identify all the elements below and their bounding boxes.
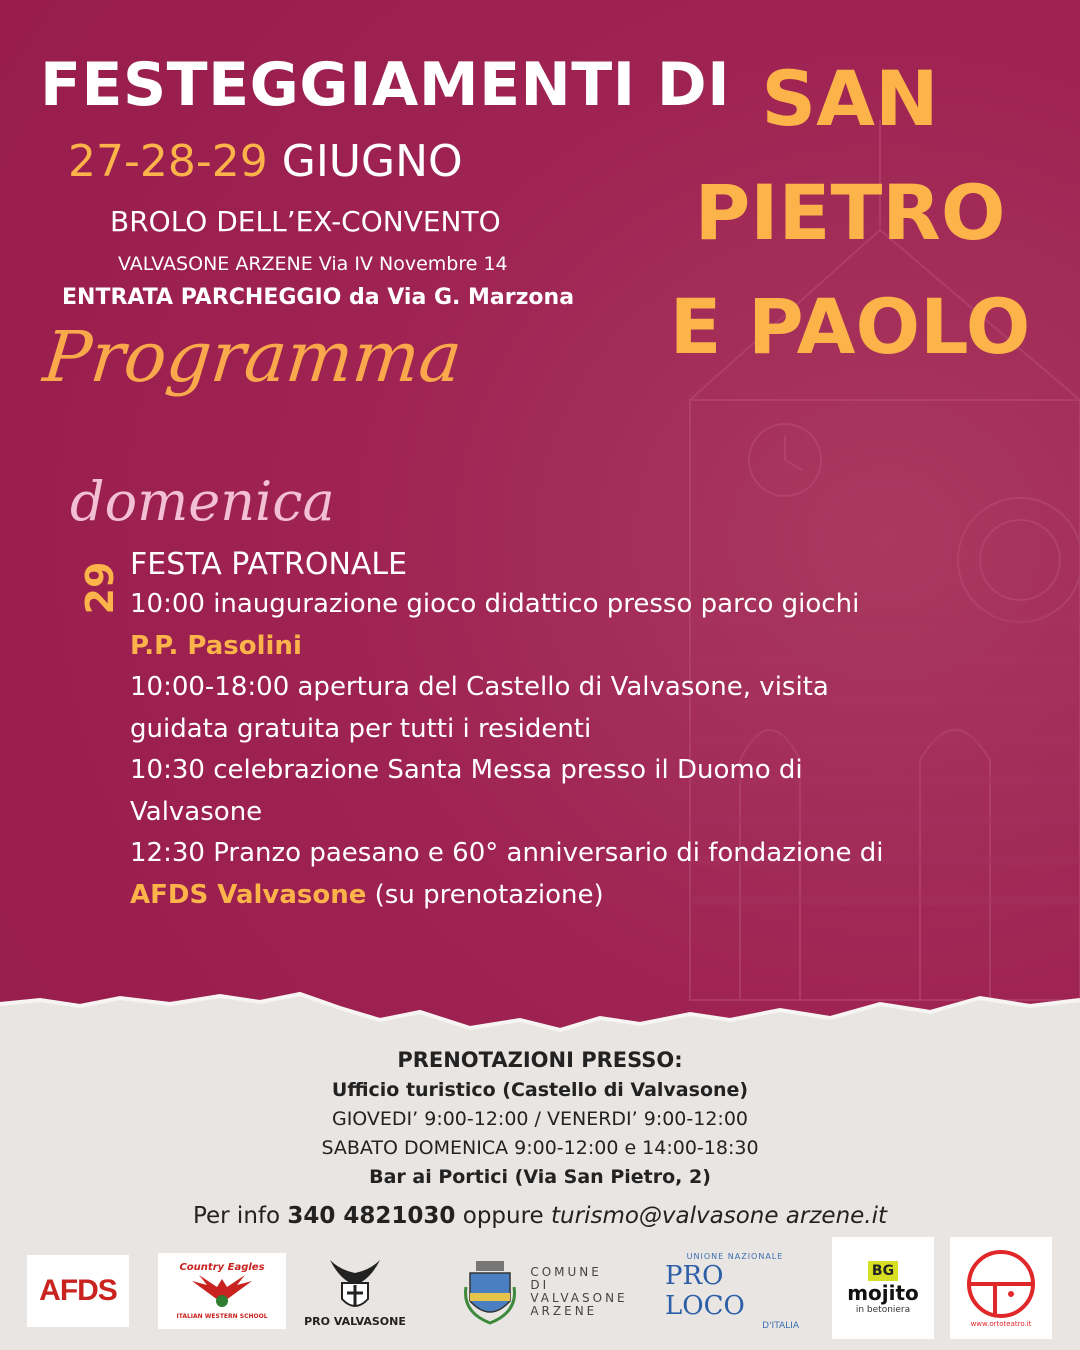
booking-bar: Bar ai Portici (Via San Pietro, 2) [369, 1166, 711, 1188]
event-line: 10:00-18:00 apertura del Castello di Valvasone, visita [130, 672, 829, 702]
title-saint-line: PIETRO [694, 168, 1006, 257]
coat-of-arms-icon [462, 1257, 518, 1327]
contact-info: Per info 340 4821030 oppure turismo@valvasone arzene.it [192, 1203, 888, 1229]
booking-office: Ufficio turistico (Castello di Valvasone) [331, 1079, 749, 1101]
booking-heading: PRENOTAZIONI PRESSO: [397, 1048, 683, 1072]
wolf-shield-icon [320, 1255, 390, 1315]
pro-valvasone-logo: PRO VALVASONE [300, 1247, 410, 1335]
phone-number[interactable]: 340 4821030 [287, 1203, 456, 1229]
venue: BROLO DELL’EX-CONVENTO [110, 205, 501, 238]
proloco-logo: UNIONE NAZIONALE PRO LOCO D'ITALIA [665, 1251, 799, 1331]
eagle-icon [187, 1273, 257, 1313]
title-saints [650, 42, 1050, 384]
booking-hours-weekend: SABATO DOMENICA 9:00-12:00 e 14:00-18:30 [321, 1137, 759, 1159]
day-number: 29 [78, 561, 122, 615]
event-dates [68, 136, 463, 187]
program-events [130, 584, 1030, 916]
booking-info [0, 1045, 1080, 1192]
parking-info: ENTRATA PARCHEGGIO da Via G. Marzona [62, 285, 575, 310]
address: VALVASONE ARZENE Via IV Novembre 14 [118, 253, 508, 275]
afds-logo: AFDS [27, 1255, 129, 1327]
day-name: domenica [70, 470, 335, 533]
booking-hours-weekday: GIOVEDI’ 9:00-12:00 / VENERDI’ 9:00-12:00 [331, 1108, 749, 1130]
mojito-logo: BG mojito in betoniera [832, 1237, 934, 1339]
ortoteatro-emblem-icon [965, 1248, 1037, 1320]
date-days: 27-28-29 [68, 136, 268, 187]
event-line: AFDS Valvasone (su prenotazione) [130, 879, 604, 910]
ortoteatro-logo: www.ortoteatro.it [950, 1237, 1052, 1339]
event-line: Valvasone [130, 796, 263, 827]
title-main: FESTEGGIAMENTI DI [40, 50, 731, 120]
comune-logo: COMUNE DI VALVASONE ARZENE [445, 1249, 645, 1335]
sponsor-logos [0, 1235, 1080, 1350]
event-line: P.P. Pasolini [130, 630, 302, 661]
program-title: FESTA PATRONALE [130, 547, 408, 582]
email-address[interactable]: turismo@valvasone arzene.it [551, 1203, 888, 1229]
date-month: GIUGNO [281, 136, 463, 187]
event-line: 10:00 inaugurazione gioco didattico presso parco giochi [130, 589, 860, 619]
title-saint-line: SAN [761, 54, 939, 143]
country-eagles-logo: Country Eagles ITALIAN WESTERN SCHOOL [158, 1253, 286, 1329]
title-saint-line: E PAOLO [669, 282, 1031, 371]
event-line: guidata gratuita per tutti i residenti [130, 713, 592, 744]
event-line: 10:30 celebrazione Santa Messa presso il Duomo di [130, 755, 803, 785]
event-line: 12:30 Pranzo paesano e 60° anniversario di fondazione di [130, 838, 884, 868]
programma-heading: Programma [39, 316, 466, 398]
